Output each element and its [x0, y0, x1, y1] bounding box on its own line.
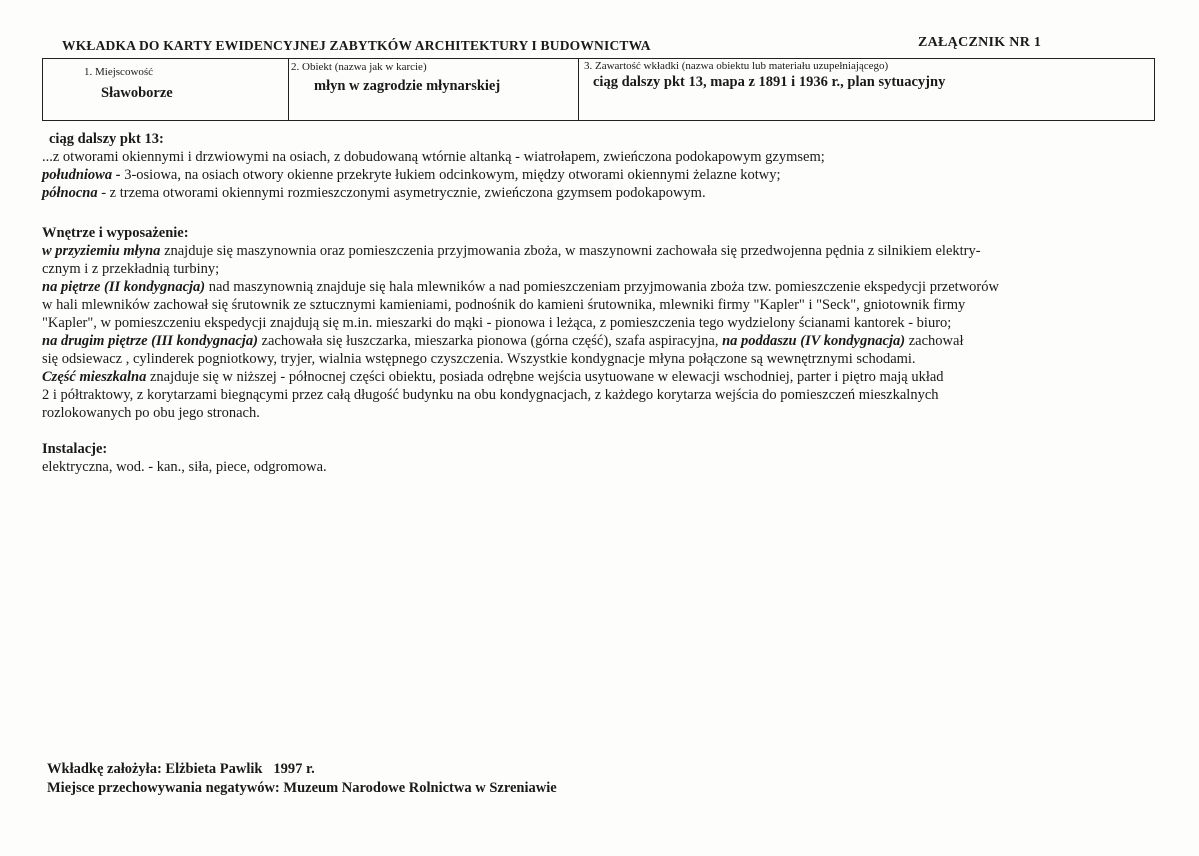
contents-label: 3. Zawartość wkładki (nazwa obiektu lub materiału uzupełniającego)	[584, 60, 889, 72]
paragraph-line: 2 i półtraktowy, z korytarzami biegnącymi przez całą długość budynku na obu kondygnacjach, z każdego korytarza wejścia do pomieszczeń mieszkalnych	[42, 387, 939, 403]
storage-location: Muzeum Narodowe Rolnictwa w Szreniawie	[283, 780, 557, 796]
paragraph-line: południowa - 3-osiowa, na osiach otwory okienne przekryte łukiem odcinkowym, między otworami okiennymi żelazne kotwy;	[42, 167, 781, 183]
document-footer	[47, 760, 557, 798]
paragraph-line: cznym i z przekładnią turbiny;	[42, 261, 220, 277]
author-name: Elżbieta Pawlik	[165, 761, 263, 777]
storage-line: Miejsce przechowywania negatywów: Muzeum Narodowe Rolnictwa w Szreniawie	[47, 780, 557, 796]
paragraph-line: w hali mlewników zachował się śrutownik ze sztucznymi kamieniami, podnośnik do kamieni śrutownika, mlewniki firmy "Kapler" i "Seck", gniotownik firmy	[42, 297, 966, 313]
paragraph-line: na piętrze (II kondygnacja) nad maszynownią znajduje się hala mlewników a nad pomieszczeniam przyjmowania zboża tzw. pomieszczenie ekspedycji przetworów	[42, 279, 999, 295]
paragraph-line: Część mieszkalna znajduje się w niższej - północnej części obiektu, posiada odrębne wejścia usytuowane w elewacji wschodniej, parter i piętro mają układ	[42, 369, 944, 385]
object-label: 2. Obiekt (nazwa jak w karcie)	[291, 61, 427, 73]
paragraph-line: "Kapler", w pomieszczeniu ekspedycji znajdują się m.in. mieszarki do mąki - pionowa i leżąca, z pomieszczenia tego wydzielony ścianami kantorek - biuro;	[42, 315, 952, 331]
object-value: młyn w zagrodzie młynarskiej	[314, 78, 501, 94]
section-heading-installations: Instalacje:	[42, 441, 108, 457]
section-heading-continuation: ciąg dalszy pkt 13:	[49, 131, 164, 147]
paragraph-line: się odsiewacz , cylinderek pogniotkowy, tryjer, wialnia wstępnego czyszczenia. Wszystkie kondygnacje młyna połączone są wewnętrznymi schodami.	[42, 351, 916, 367]
paragraph-line: na drugim piętrze (III kondygnacja) zachowała się łuszczarka, mieszarka pionowa (górna część), szafa aspiracyjna, na poddaszu (IV kondygnacja) zachował	[42, 333, 964, 349]
table-divider	[1154, 59, 1155, 120]
north-elevation-label: północna	[42, 185, 98, 201]
section-heading-interior: Wnętrze i wyposażenie:	[42, 225, 189, 241]
table-divider	[288, 59, 289, 120]
south-elevation-label: południowa -	[42, 167, 121, 183]
paragraph-line: północna - z trzema otworami okiennymi rozmieszczonymi asymetrycznie, zwieńczona gzymsem podokapowym.	[42, 185, 706, 201]
paragraph-line: elektryczna, wod. - kan., siła, piece, odgromowa.	[42, 459, 327, 475]
created-by-line: Wkładkę założyła: Elżbieta Pawlik 1997 r.	[47, 761, 315, 777]
document-body	[42, 130, 1152, 476]
paragraph-line: rozlokowanych po obu jego stronach.	[42, 405, 260, 421]
paragraph-line: ...z otworami okiennymi i drzwiowymi na osiach, z dobudowaną wtórnie altanką - wiatrołapem, zwieńczona podokapowym gzymsem;	[42, 149, 825, 165]
locality-value: Sławoborze	[101, 85, 173, 101]
table-bottom-border	[42, 120, 1155, 121]
paragraph-line: w przyziemiu młyna znajduje się maszynownia oraz pomieszczenia przyjmowania zboża, w maszynowni zachowała się przedwojenna pędnia z silnikiem elektry-	[42, 243, 981, 259]
table-top-border	[42, 58, 1155, 59]
locality-label: 1. Miejscowość	[84, 66, 154, 78]
document-title: WKŁADKA DO KARTY EWIDENCYJNEJ ZABYTKÓW ARCHITEKTURY I BUDOWNICTWA	[62, 38, 651, 53]
table-divider	[578, 59, 579, 120]
created-year: 1997 r.	[273, 761, 315, 777]
annex-number: ZAŁĄCZNIK NR 1	[918, 35, 1042, 50]
contents-value: ciąg dalszy pkt 13, mapa z 1891 i 1936 r., plan sytuacyjny	[593, 74, 946, 90]
table-divider	[42, 59, 43, 120]
